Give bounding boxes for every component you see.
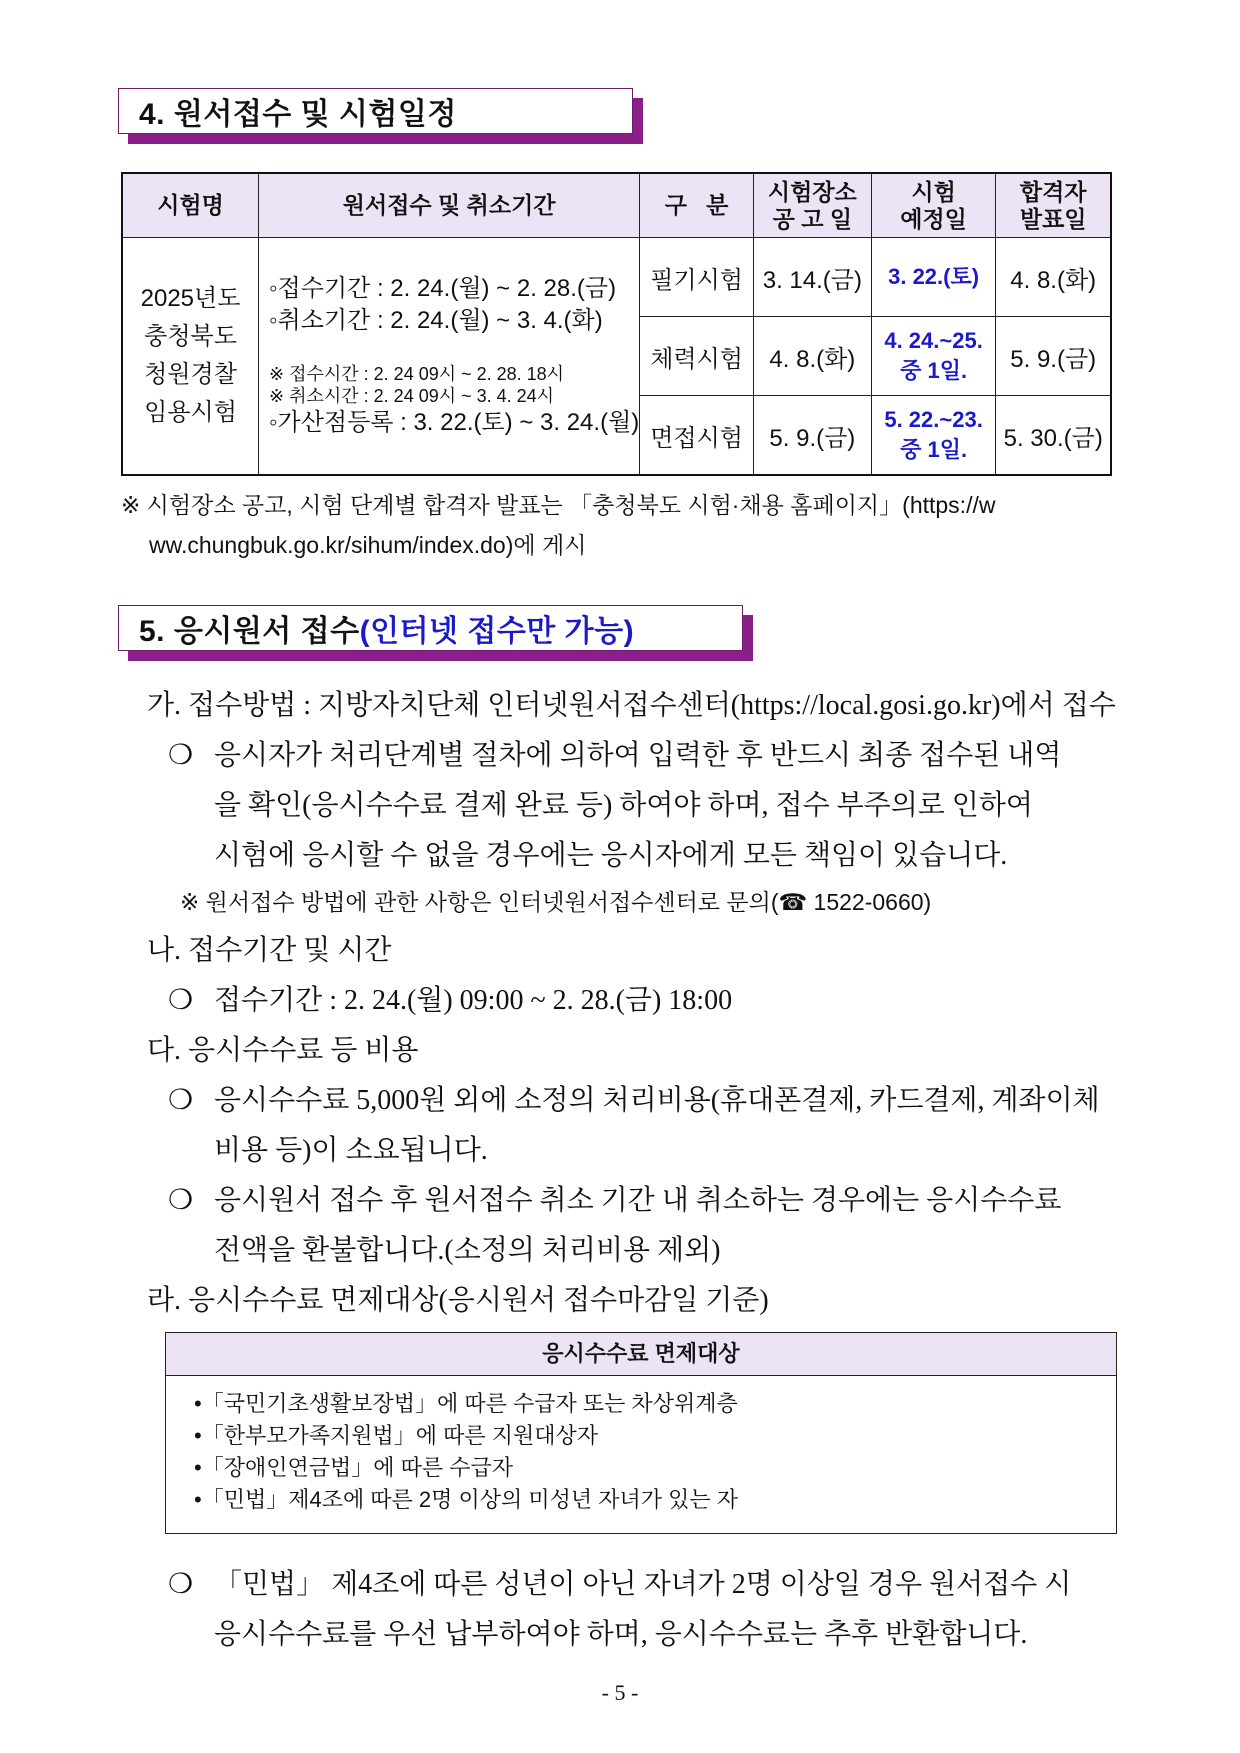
exam-date-cell: 4. 24.~25. 중 1일. (871, 317, 996, 396)
bullet-circle-icon: ❍ (168, 740, 194, 771)
cancel-period: ◦취소기간 : 2. 24.(월) ~ 3. 4.(화) (269, 307, 603, 334)
page-number: - 5 - (601, 1680, 639, 1705)
header-period: 원서접수 및 취소기간 (259, 173, 640, 238)
schedule-header-row (122, 173, 1111, 238)
item-ra: 라. 응시수수료 면제대상(응시원서 접수마감일 기준) (147, 1285, 769, 1316)
list-item: ❍ 응시수수료 5,000원 외에 소정의 처리비용(휴대폰결제, 카드결제, 계좌이체 (168, 1085, 1100, 1116)
apply-time: ※ 접수시간 : 2. 24 09시 ~ 2. 28. 18시 (269, 364, 565, 384)
exemption-header: 응시수수료 면제대상 (166, 1333, 1116, 1376)
category-cell: 체력시험 (640, 317, 754, 396)
category-cell: 필기시험 (640, 238, 754, 317)
bullet-circle-icon: ❍ (168, 1085, 194, 1116)
list-item: ❍ 응시자가 처리단계별 절차에 의하여 입력한 후 반드시 최종 접수된 내역 (168, 740, 1062, 771)
cancel-time: ※ 취소시간 : 2. 24 09시 ~ 3. 4. 24시 (269, 386, 555, 406)
venue-date-cell: 5. 9.(금) (753, 396, 871, 476)
list-item: •「민법」제4조에 따른 2명 이상의 미성년 자녀가 있는 자 (194, 1487, 739, 1512)
bonus-registration: ◦가산점등록 : 3. 22.(토) ~ 3. 24.(월) (269, 409, 640, 436)
bullet-circle-icon: ❍ (168, 1185, 194, 1216)
schedule-notice: ※ 시험장소 공고, 시험 단계별 합격자 발표는 「충청북도 시험·채용 홈페이지」(https://w ww.chungbuk.go.kr/sihum/index.do)에 게시 (121, 492, 996, 558)
venue-date-cell: 4. 8.(화) (753, 317, 871, 396)
apply-period: ◦접수기간 : 2. 24.(월) ~ 2. 28.(금) (269, 275, 617, 302)
item-da: 다. 응시수수료 등 비용 (147, 1035, 419, 1066)
exam-date-cell: 5. 22.~23. 중 1일. (871, 396, 996, 476)
list-item: ❍ 응시원서 접수 후 원서접수 취소 기간 내 취소하는 경우에는 응시수수료 (168, 1185, 1062, 1216)
exam-date-cell: 3. 22.(토) (871, 238, 996, 317)
result-date-cell: 5. 30.(금) (996, 396, 1111, 476)
section-4-title: 4. 원서접수 및 시험일정 (118, 88, 633, 134)
list-item-continued: 비용 등)이 소요됩니다. (214, 1135, 488, 1166)
list-item-continued: 시험에 응시할 수 없을 경우에는 응시자에게 모든 책임이 있습니다. (214, 840, 1008, 871)
section-4-heading (118, 88, 633, 134)
category-cell: 면접시험 (640, 396, 754, 476)
table-row (122, 238, 1111, 317)
list-item: ❍ 「민법」 제4조에 따른 성년이 아닌 자녀가 2명 이상일 경우 원서접수 시 (168, 1569, 1072, 1600)
header-category: 구 분 (640, 173, 754, 238)
list-item-continued: 응시수수료를 우선 납부하여야 하며, 응시수수료는 추후 반환합니다. (214, 1619, 1028, 1650)
item-ga: 가. 접수방법 : 지방자치단체 인터넷원서접수센터(https://local.gosi.go.kr)에서 접수 (147, 690, 1116, 721)
section-5-note: (인터넷 접수만 가능) (359, 615, 635, 648)
list-item: •「국민기초생활보장법」에 따른 수급자 또는 차상위계층 (194, 1391, 738, 1416)
period-cell (259, 238, 640, 476)
list-item: •「한부모가족지원법」에 따른 지원대상자 (194, 1423, 598, 1448)
list-item-continued: 전액을 환불합니다.(소정의 처리비용 제외) (214, 1235, 721, 1266)
item-na: 나. 접수기간 및 시간 (147, 935, 392, 966)
bullet-circle-icon: ❍ (168, 1569, 194, 1600)
venue-date-cell: 3. 14.(금) (753, 238, 871, 317)
header-result-date: 합격자 발표일 (996, 173, 1111, 238)
inquiry-note: ※ 원서접수 방법에 관한 사항은 인터넷원서접수센터로 문의(☎ 1522-0660) (180, 889, 932, 915)
schedule-table (121, 172, 1112, 476)
list-item: ❍ 접수기간 : 2. 24.(월) 09:00 ~ 2. 28.(금) 18:00 (168, 985, 733, 1016)
exemption-list (166, 1376, 1116, 1516)
exemption-box (165, 1332, 1117, 1534)
header-exam-name: 시험명 (122, 173, 259, 238)
result-date-cell: 4. 8.(화) (996, 238, 1111, 317)
list-item: •「장애인연금법」에 따른 수급자 (194, 1455, 513, 1480)
header-venue-date: 시험장소 공 고 일 (753, 173, 871, 238)
section-5-heading (118, 605, 743, 651)
bullet-circle-icon: ❍ (168, 985, 194, 1016)
header-exam-date: 시험 예정일 (871, 173, 996, 238)
result-date-cell: 5. 9.(금) (996, 317, 1111, 396)
section-5-title: 5. 응시원서 접수 (139, 615, 360, 648)
list-item-continued: 을 확인(응시수수료 결제 완료 등) 하여야 하며, 접수 부주의로 인하여 (214, 790, 1033, 821)
exam-name-cell: 2025년도 충청북도 청원경찰 임용시험 (122, 238, 259, 476)
